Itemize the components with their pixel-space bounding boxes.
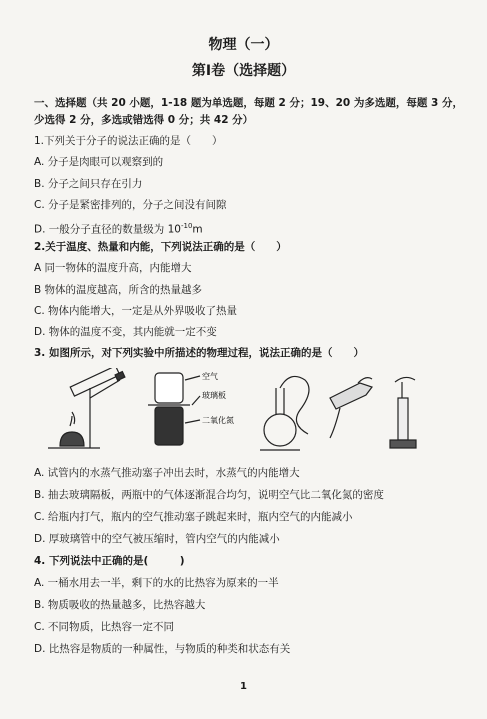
label-no2: 二氧化氮 <box>202 416 234 425</box>
question-3-stem: 3. 如图所示，对下列实验中所描述的物理过程，说法正确的是（ ） <box>34 347 364 359</box>
question-2-option-a: A 同一物体的温度升高，内能增大 <box>34 262 192 274</box>
figure-hand-tool <box>330 378 372 438</box>
question-4-option-d: D. 比热容是物质的一种属性，与物质的种类和状态有关 <box>34 643 291 655</box>
label-air: 空气 <box>202 372 218 381</box>
question-3-option-d: D. 厚玻璃管中的空气被压缩时，管内空气的内能减小 <box>34 533 280 545</box>
question-4-stem: 4. 下列说法中正确的是( ) <box>34 555 185 567</box>
question-3-option-c: C. 给瓶内打气，瓶内的空气推动塞子跳起来时，瓶内空气的内能减小 <box>34 511 353 523</box>
exponent: -10 <box>180 222 193 230</box>
question-1-stem: 1.下列关于分子的说法正确的是（ ） <box>34 135 223 147</box>
question-3-option-a: A. 试管内的水蒸气推动塞子冲出去时，水蒸气的内能增大 <box>34 467 300 479</box>
question-1-option-c: C. 分子是紧密排列的，分子之间没有间隙 <box>34 199 227 211</box>
question-2-option-d: D. 物体的温度不变，其内能就一定不变 <box>34 326 217 338</box>
figure-test-tube <box>48 368 125 448</box>
question-2-option-c: C. 物体内能增大，一定是从外界吸收了热量 <box>34 305 238 317</box>
question-1-option-d-text: D. 一般分子直径的数量级为 10 <box>34 223 181 236</box>
page-number: 1 <box>240 681 247 692</box>
figure-compression-tube <box>390 377 416 448</box>
figure-diffusion-jars <box>148 373 200 445</box>
paper-subtitle: 第Ⅰ卷（选择题） <box>191 63 296 79</box>
question-2-stem: 2.关于温度、热量和内能，下列说法正确的是（ ） <box>34 241 287 253</box>
question-1-option-a: A. 分子是肉眼可以观察到的 <box>34 156 164 168</box>
label-glass: 玻璃板 <box>202 391 226 400</box>
question-4-option-b: B. 物质吸收的热量越多，比热容越大 <box>34 599 206 611</box>
figure-flask-pump <box>260 376 309 450</box>
section-heading-line1: 一、选择题（共 20 小题，1-18 题为单选题，每题 2 分；19、20 为多选题，每题 3 分， <box>34 97 463 109</box>
question-2-option-b: B 物体的温度越高，所含的热量越多 <box>34 284 203 296</box>
question-4-option-a: A. 一桶水用去一半，剩下的水的比热容为原来的一半 <box>34 577 279 589</box>
experiment-figures <box>40 368 460 458</box>
question-4-option-c: C. 不同物质，比热容一定不同 <box>34 621 175 633</box>
section-heading-line2: 少选得 2 分，多选或错选得 0 分；共 42 分） <box>34 114 254 126</box>
paper-title: 物理（一） <box>208 37 279 53</box>
unit: m <box>192 223 203 236</box>
question-1-option-d <box>34 220 203 237</box>
question-1-option-b: B. 分子之间只存在引力 <box>34 178 143 190</box>
question-3-option-b: B. 抽去玻璃隔板，两瓶中的气体逐渐混合均匀，说明空气比二氧化氮的密度 <box>34 489 384 501</box>
